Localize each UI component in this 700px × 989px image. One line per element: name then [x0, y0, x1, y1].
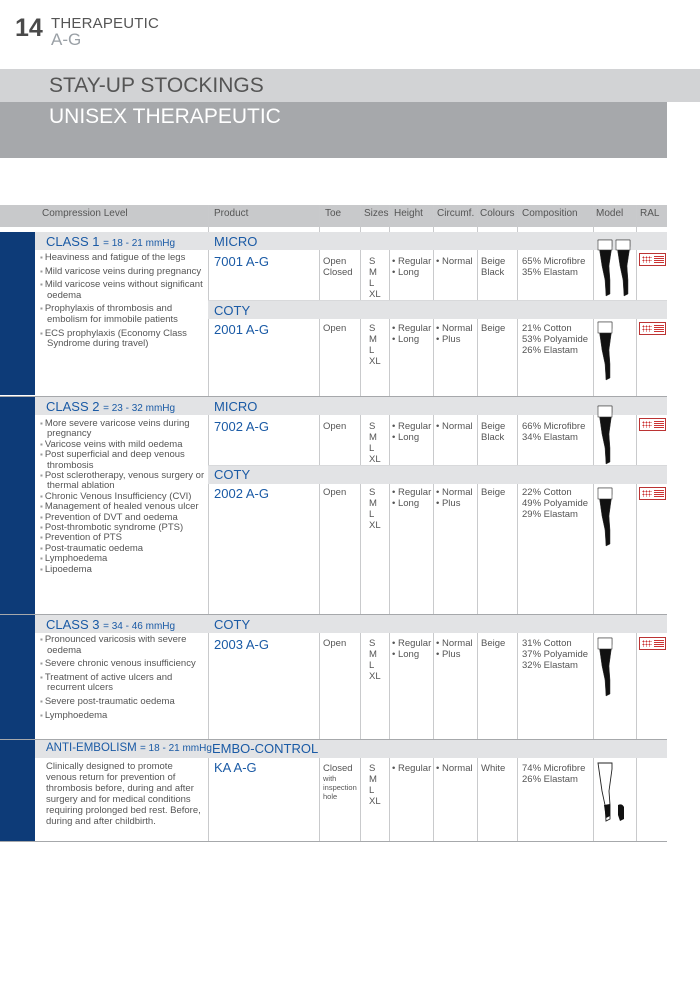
height-2002: • Regular • Long	[392, 487, 432, 509]
circumf-7002: • Normal	[436, 421, 473, 432]
colours-2001: Beige	[481, 323, 506, 334]
class-3-marker	[0, 615, 35, 739]
colours-2002: Beige	[481, 487, 506, 498]
class-2-coty-row	[208, 466, 667, 484]
toe-2003: Open	[323, 638, 347, 649]
circumf-ka: • Normal	[436, 763, 473, 774]
product-2003: 2003 A-G	[214, 637, 269, 652]
class-2-family-micro: MICRO	[214, 399, 258, 414]
product-2002: 2002 A-G	[214, 486, 269, 501]
class-1-family-micro: MICRO	[214, 234, 258, 249]
sizes-7001: S M L XL	[369, 256, 381, 300]
ral-certificate-icon	[639, 637, 666, 650]
family-embo-control: EMBO-CONTROL	[212, 741, 319, 756]
col-header-colours: Colours	[480, 208, 515, 219]
height-2003: • Regular • Long	[392, 638, 432, 660]
colours-2003: Beige	[481, 638, 506, 649]
class-2-marker	[0, 397, 35, 614]
product-ka: KA A-G	[214, 760, 257, 775]
stocking-model-icon	[596, 636, 616, 698]
section-title: THERAPEUTIC	[51, 15, 160, 32]
height-7002: • Regular • Long	[392, 421, 432, 443]
col-header-sizes: Sizes	[364, 208, 389, 219]
class-3-indications: ▪ Pronounced varicosis with severe oedema ▪ Severe chronic venous insufficiency ▪ Treatment of active ulcers and recurrent ulcers ▪ Severe post-traumatic oedema ▪ Lymphoedema	[40, 635, 205, 721]
height-ka: • Regular	[392, 763, 432, 774]
composition-2003: 31% Cotton 37% Polyamide 32% Elastam	[522, 638, 589, 671]
sizes-2002: S M L XL	[369, 487, 381, 531]
col-header-height: Height	[394, 208, 423, 219]
col-header-compression: Compression Level	[42, 208, 128, 219]
circumf-2003: • Normal • Plus	[436, 638, 473, 660]
product-7001: 7001 A-G	[214, 254, 269, 269]
height-7001: • Regular • Long	[392, 256, 432, 278]
col-header-circumf: Circumf.	[437, 208, 475, 219]
class-3-title: CLASS 3 = 34 - 46 mmHg	[46, 617, 176, 632]
sizes-2001: S M L XL	[369, 323, 381, 367]
class-1-family-coty: COTY	[214, 303, 251, 318]
height-2001: • Regular • Long	[392, 323, 432, 345]
col-header-toe: Toe	[325, 208, 342, 219]
colours-7002: Beige Black	[481, 421, 506, 443]
product-2001: 2001 A-G	[214, 322, 269, 337]
table-bottom	[0, 841, 667, 842]
class-2-family-coty: COTY	[214, 467, 251, 482]
col-header-ral: RAL	[640, 208, 660, 219]
composition-2002: 22% Cotton 49% Polyamide 29% Elastam	[522, 487, 589, 520]
composition-7002: 66% Microfibre 34% Elastam	[522, 421, 586, 443]
ral-certificate-icon	[639, 487, 666, 500]
circumf-2001: • Normal • Plus	[436, 323, 473, 345]
toe-2001: Open	[323, 323, 347, 334]
ral-certificate-icon	[639, 322, 666, 335]
section-range: A-G	[51, 30, 82, 49]
colours-ka: White	[481, 763, 506, 774]
composition-7001: 65% Microfibre 35% Elastam	[522, 256, 586, 278]
page-number: 14	[15, 14, 43, 42]
class-1-indications: ▪ Heaviness and fatigue of the legs ▪ Mild varicose veins during pregnancy ▪ Mild varicose veins without significant oedema ▪ Prophylaxis of thrombosis and embolism for immobile patients ▪ ECS prophylaxis (Economy Class Syndrome during travel)	[40, 253, 205, 350]
colours-7001: Beige Black	[481, 256, 506, 278]
sizes-7002: S M L XL	[369, 421, 381, 465]
stocking-model-icon	[596, 486, 616, 548]
col-header-product: Product	[214, 208, 249, 219]
sizes-ka: S M L XL	[369, 763, 381, 807]
class-1-title: CLASS 1 = 18 - 21 mmHg	[46, 234, 176, 249]
stocking-model-icon	[596, 404, 616, 466]
stocking-model-icon	[596, 320, 616, 382]
class-1-coty-row	[208, 301, 667, 319]
anti-embolism-description: Clinically designed to promote venous return for prevention of thrombosis before, during and after surgery and for medical conditions requiring prolonged bed rest. Before, during and after childbirth.	[46, 761, 201, 828]
composition-2001: 21% Cotton 53% Polyamide 26% Elastam	[522, 323, 589, 356]
title-line-1: STAY-UP STOCKINGS	[49, 74, 264, 97]
product-7002: 7002 A-G	[214, 419, 269, 434]
composition-ka: 74% Microfibre 26% Elastam	[522, 763, 586, 785]
class-3-family-coty: COTY	[214, 617, 251, 632]
col-header-composition: Composition	[522, 208, 578, 219]
ral-certificate-icon	[639, 253, 666, 266]
toe-2002: Open	[323, 487, 347, 498]
sizes-2003: S M L XL	[369, 638, 381, 682]
anti-embolism-marker	[0, 740, 35, 842]
anti-embolism-title: ANTI-EMBOLISM = 18 - 21 mmHg	[46, 742, 212, 754]
toe-7002: Open	[323, 421, 347, 432]
circumf-7001: • Normal	[436, 256, 473, 267]
toe-7001: Open Closed	[323, 256, 353, 278]
ral-certificate-icon	[639, 418, 666, 431]
col-header-model: Model	[596, 208, 624, 219]
stocking-model-icon	[596, 761, 630, 823]
title-line-2: UNISEX THERAPEUTIC	[49, 105, 281, 128]
class-2-indications: ▪ More severe varicose veins during pregnancy ▪ Varicose veins with mild oedema ▪ Post superficial and deep venous thrombosis ▪ Post sclerotherapy, venous surgery or thermal ablation ▪ Chronic Venous Insufficiency (CVI) ▪ Management of healed venous ulcer ▪ Prevention of DVT and oedema ▪ Post-thrombotic syndrome (PTS) ▪ Prevention of PTS ▪ Post-traumatic oedema ▪ Lymphoedema ▪ Lipoedema	[40, 419, 205, 575]
stocking-model-icon	[596, 238, 634, 298]
circumf-2002: • Normal • Plus	[436, 487, 473, 509]
toe-ka: Closed with inspection hole	[323, 763, 357, 801]
class-2-title: CLASS 2 = 23 - 32 mmHg	[46, 399, 176, 414]
class-1-marker	[0, 232, 35, 395]
